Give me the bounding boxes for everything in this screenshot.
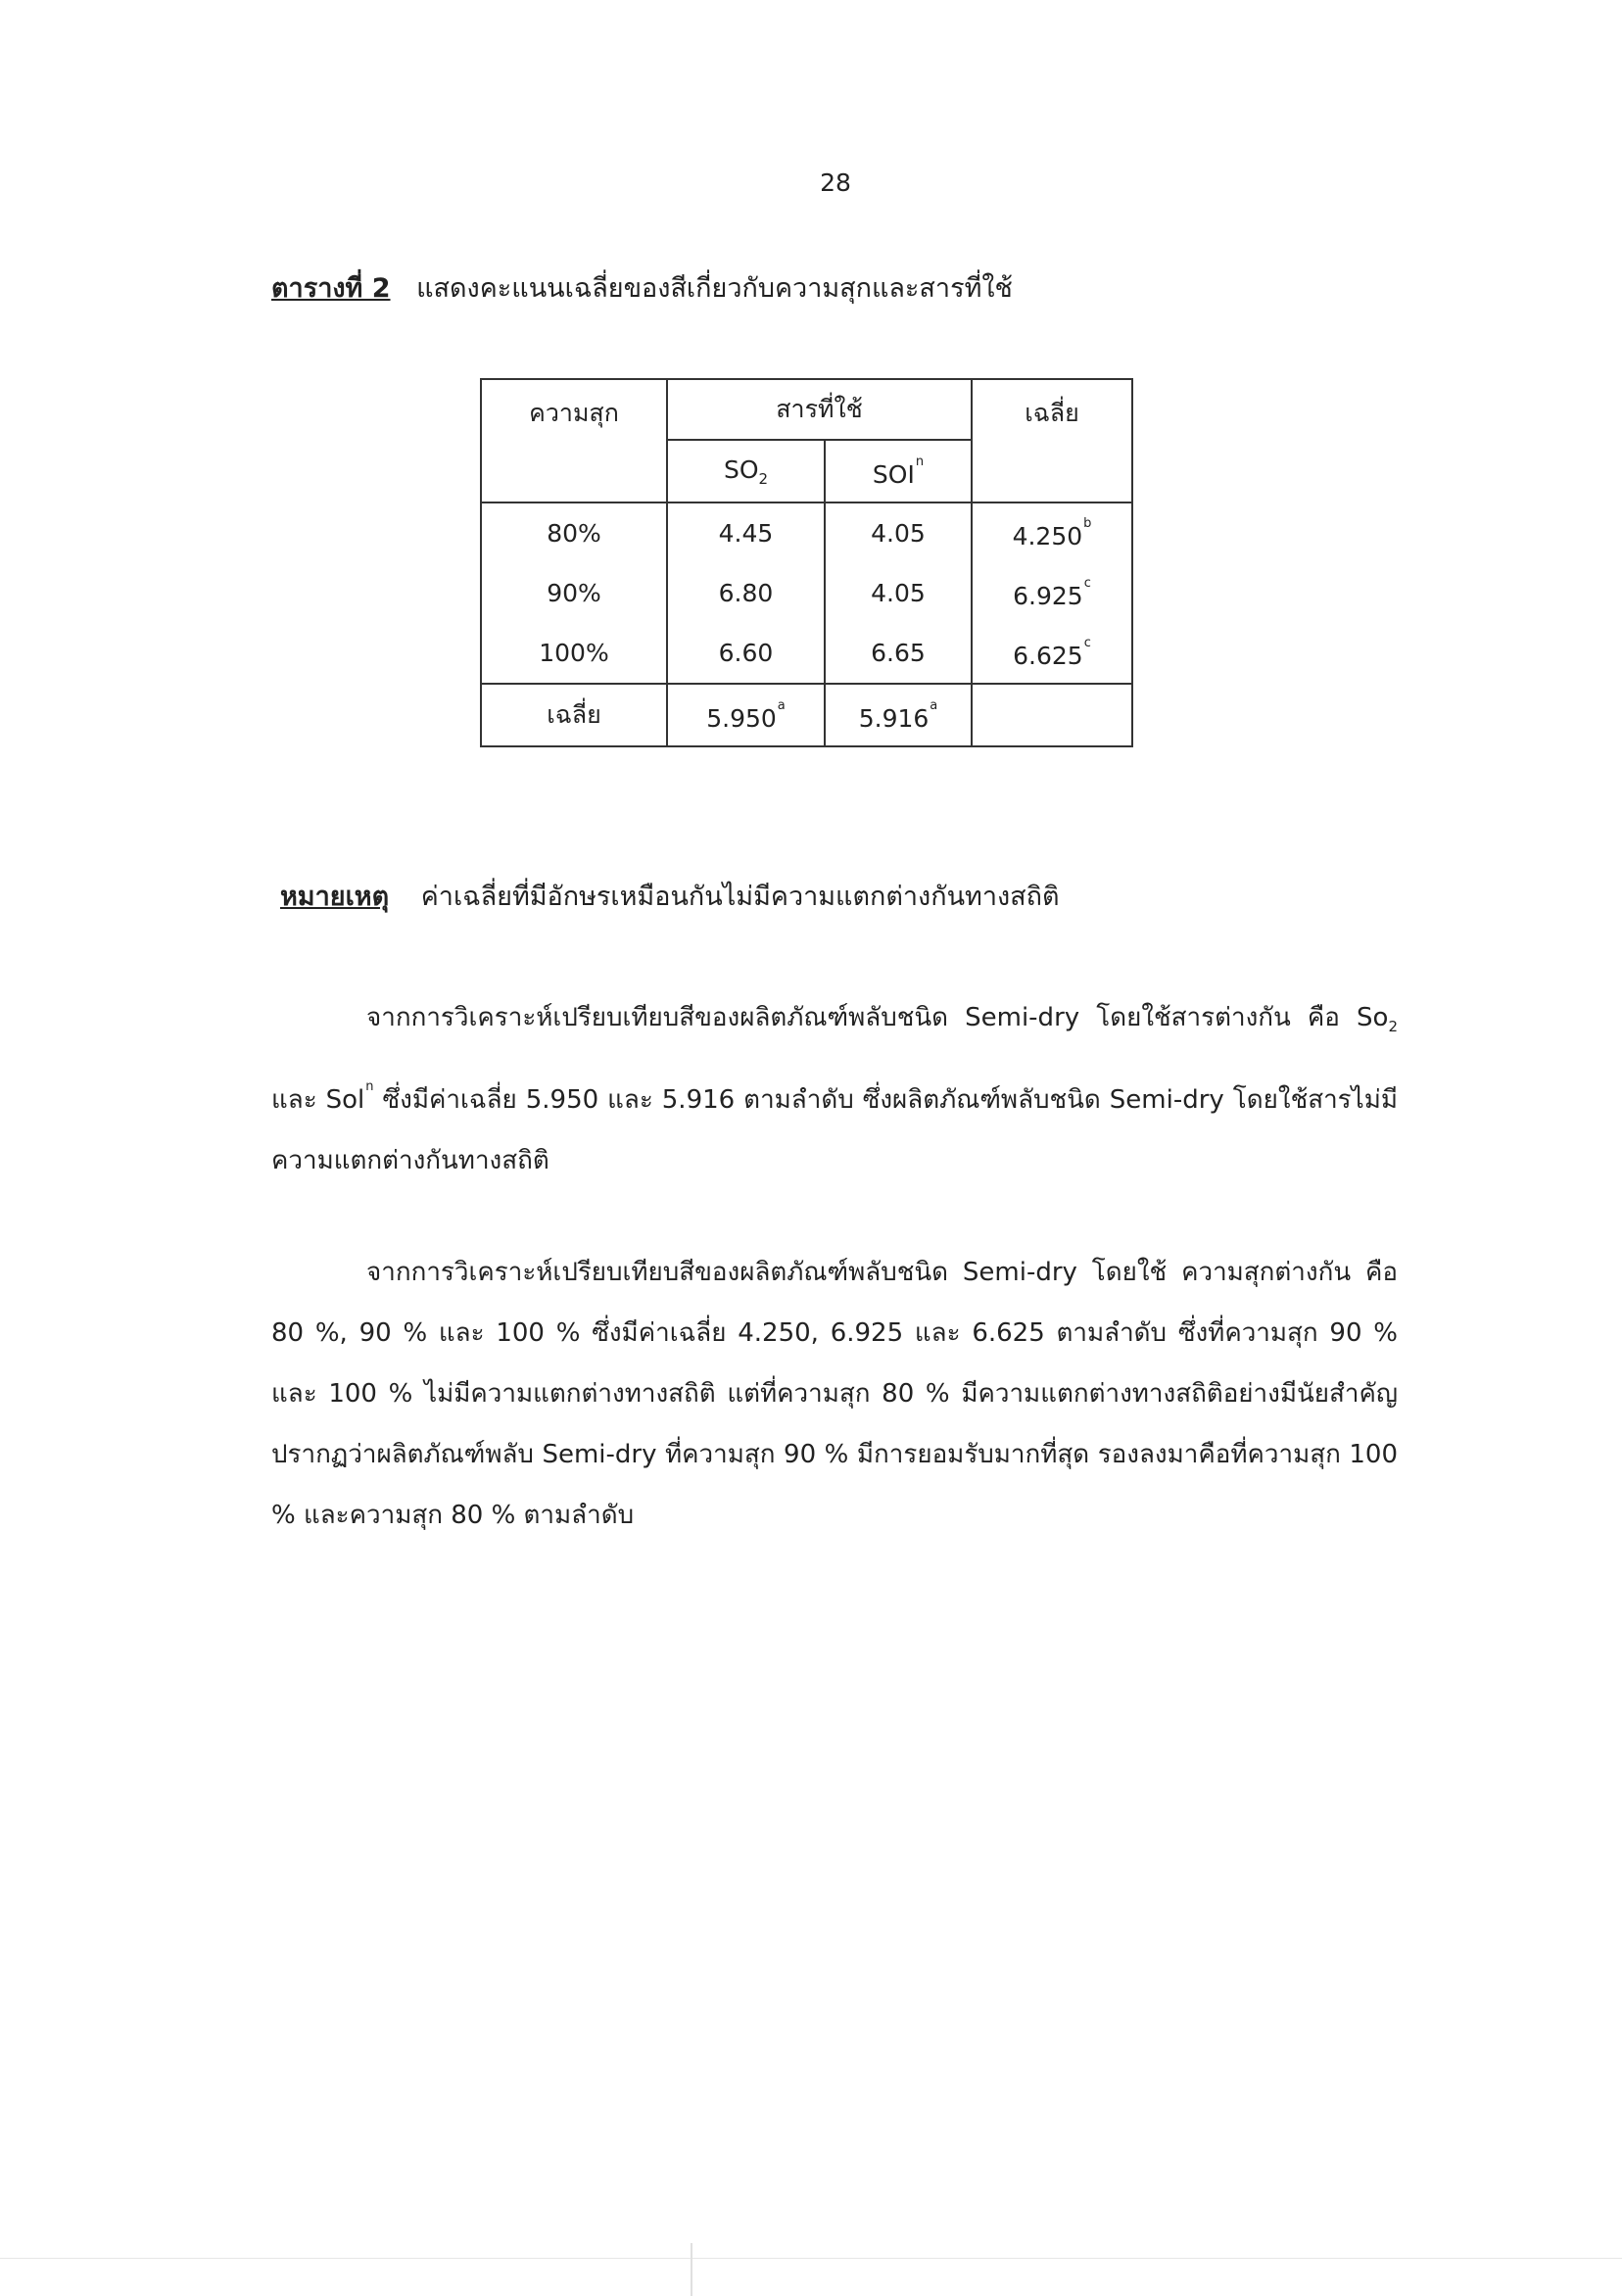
header-mean: เฉลี่ย — [972, 379, 1132, 502]
header-soi-superscript: n — [915, 454, 925, 469]
table-caption — [271, 266, 1013, 309]
header-so2-subscript: 2 — [758, 469, 769, 488]
header-ripeness: ความสุก — [481, 379, 667, 502]
table-header-row — [481, 379, 1132, 440]
footer-empty — [972, 684, 1132, 746]
cell-mean-letter: c — [1083, 576, 1091, 591]
footer-so2-letter: a — [777, 697, 786, 713]
cell-mean — [972, 502, 1132, 563]
footer-label: เฉลี่ย — [481, 684, 667, 746]
table-caption-text: แสดงคะแนนเฉลี่ยของสีเกี่ยวกับความสุกและสารที่ใช้ — [416, 273, 1013, 304]
cell-mean-letter: b — [1083, 516, 1092, 531]
cell-soi: 4.05 — [825, 563, 972, 623]
paragraph-substance-part1: จากการวิเคราะห์เปรียบเทียบสีของผลิตภัณฑ์พลับชนิด Semi-dry โดยใช้สารต่างกัน คือ So — [366, 1003, 1389, 1032]
bottom-scan-line — [0, 2258, 1622, 2259]
table-footer-row — [481, 684, 1132, 746]
cell-mean-value: 6.625 — [1013, 642, 1083, 670]
paragraph-ripeness: จากการวิเคราะห์เปรียบเทียบสีของผลิตภัณฑ์พลับชนิด Semi-dry โดยใช้ ความสุกต่างกัน คือ 80 %, 90 % และ 100 % ซึ่งมีค่าเฉลี่ย 4.250, 6.925 และ 6.625 ตามลำดับ ซึ่งที่ความสุก 90 % และ 100 % ไม่มีความแตกต่างทางสถิติ แต่ที่ความสุก 80 % มีความแตกต่างทางสถิติอย่างมีนัยสำคัญ ปรากฏว่าผลิตภัณฑ์พลับ Semi-dry ที่ความสุก 90 % มีการยอมรับมากที่สุด รองลงมาคือที่ความสุก 100 % และความสุก 80 % ตามลำดับ — [271, 1258, 1398, 1530]
cell-mean — [972, 563, 1132, 623]
cell-mean-letter: c — [1083, 636, 1091, 650]
cell-soi: 4.05 — [825, 502, 972, 563]
cell-soi: 6.65 — [825, 623, 972, 684]
cell-ripeness: 80% — [481, 502, 667, 563]
bottom-scan-mark — [691, 2243, 692, 2296]
paragraph-substance — [271, 987, 1398, 1191]
page-number: 28 — [820, 168, 851, 197]
header-soi — [825, 440, 972, 502]
footer-soi — [825, 684, 972, 746]
cell-mean-value: 6.925 — [1013, 582, 1083, 610]
paragraph-substance-so-subscript: 2 — [1388, 1018, 1398, 1035]
footer-soi-value: 5.916 — [858, 703, 930, 733]
table-row — [481, 563, 1132, 623]
results-table — [480, 378, 1133, 747]
header-so2 — [667, 440, 825, 502]
table-caption-label: ตารางที่ 2 — [271, 273, 391, 304]
table-row — [481, 502, 1132, 563]
note-label: หมายเหตุ — [280, 882, 390, 912]
footer-soi-letter: a — [930, 697, 938, 713]
cell-ripeness: 100% — [481, 623, 667, 684]
cell-ripeness: 90% — [481, 563, 667, 623]
note-text: ค่าเฉลี่ยที่มีอักษรเหมือนกันไม่มีความแตกต่างกันทางสถิติ — [420, 882, 1060, 912]
note — [280, 875, 1060, 917]
cell-so2: 6.80 — [667, 563, 825, 623]
table-row — [481, 623, 1132, 684]
cell-so2: 4.45 — [667, 502, 825, 563]
paragraph-substance-sol-superscript: n — [365, 1079, 374, 1094]
paragraph-substance-part2: และ Sol — [271, 1085, 365, 1115]
header-substance: สารที่ใช้ — [667, 379, 972, 440]
cell-mean-value: 4.250 — [1012, 522, 1083, 550]
cell-mean — [972, 623, 1132, 684]
header-so2-base: SO — [723, 454, 759, 484]
paragraph-substance-part3: ซึ่งมีค่าเฉลี่ย 5.950 และ 5.916 ตามลำดับ ซึ่งผลิตภัณฑ์พลับชนิด Semi-dry โดยใช้สารไม่มีความแตกต่างกันทางสถิติ — [271, 1085, 1398, 1175]
cell-so2: 6.60 — [667, 623, 825, 684]
footer-so2 — [667, 684, 825, 746]
footer-so2-value: 5.950 — [706, 703, 777, 733]
header-soi-base: SOI — [872, 459, 915, 489]
